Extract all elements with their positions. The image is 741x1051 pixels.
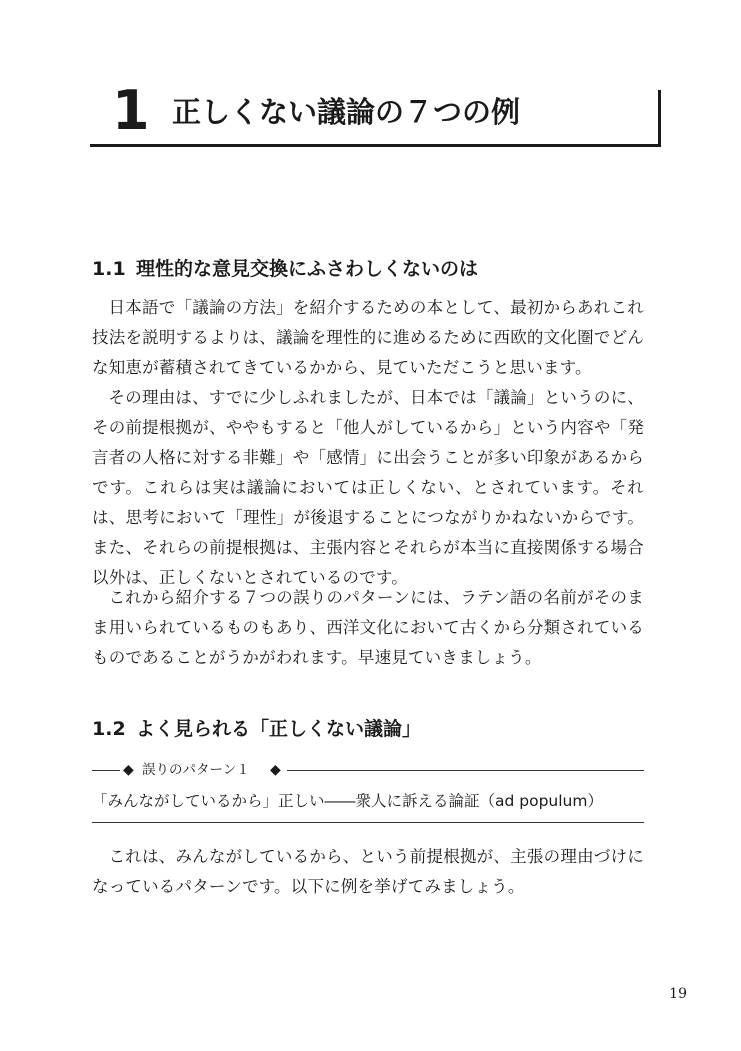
body-paragraph: その理由は、すでに少しふれましたが、日本では「議論」というのに、その前提根拠が、ややもすると「他人がしているから」という内容や「発言者の人格に対する非難」や「感情」に出会うことが多い印象があるからです。これらは実は議論においては正しくない、とされています。それは、思考において「理性」が後退することにつながりかねないからです。また、それらの前提根拠は、主張内容とそれらが本当に直接関係する場合以外は、正しくないとされているのです。 xyxy=(92,388,644,587)
section-title: 理性的な意見交換にふさわしくないのは xyxy=(136,258,479,280)
rule-line xyxy=(287,770,644,771)
section-heading-1-1 xyxy=(92,256,478,282)
pattern-title: 「みんながしているから」正しい――衆人に訴える論証（ad populum） xyxy=(92,792,603,810)
section-number: 1.1 xyxy=(92,258,126,280)
body-paragraph: これから紹介する７つの誤りのパターンには、ラテン語の名前がそのまま用いられているものもあり、西洋文化において古くから分類されているものであることがうかがわれます。早速見ていきましょう。 xyxy=(92,588,644,667)
section-heading-1-2 xyxy=(92,716,421,742)
chapter-title: 正しくない議論の７つの例 xyxy=(172,95,521,129)
section-number: 1.2 xyxy=(92,718,126,740)
body-paragraph: 日本語で「議論の方法」を紹介するための本として、最初からあれこれ技法を説明するよりは、議論を理性的に進めるために西欧的文化圏でどんな知恵が蓄積されてきているかから、見ていただこうと思います。 xyxy=(92,298,644,377)
chapter-heading xyxy=(90,79,658,147)
page-number: 19 xyxy=(669,986,687,1002)
pattern-label: 誤りのパターン１ xyxy=(142,762,250,778)
diamond-icon: ◆ xyxy=(123,762,134,778)
section-title: よく見られる「正しくない議論」 xyxy=(136,718,422,740)
divider xyxy=(92,822,644,823)
diamond-icon: ◆ xyxy=(270,762,281,778)
pattern-label-rule xyxy=(92,758,644,782)
body-paragraph: これは、みんながしているから、という前提根拠が、主張の理由づけになっているパターンです。以下に例を挙げてみましょう。 xyxy=(92,847,644,896)
rule-line xyxy=(92,770,120,771)
chapter-number: 1 xyxy=(112,79,150,142)
